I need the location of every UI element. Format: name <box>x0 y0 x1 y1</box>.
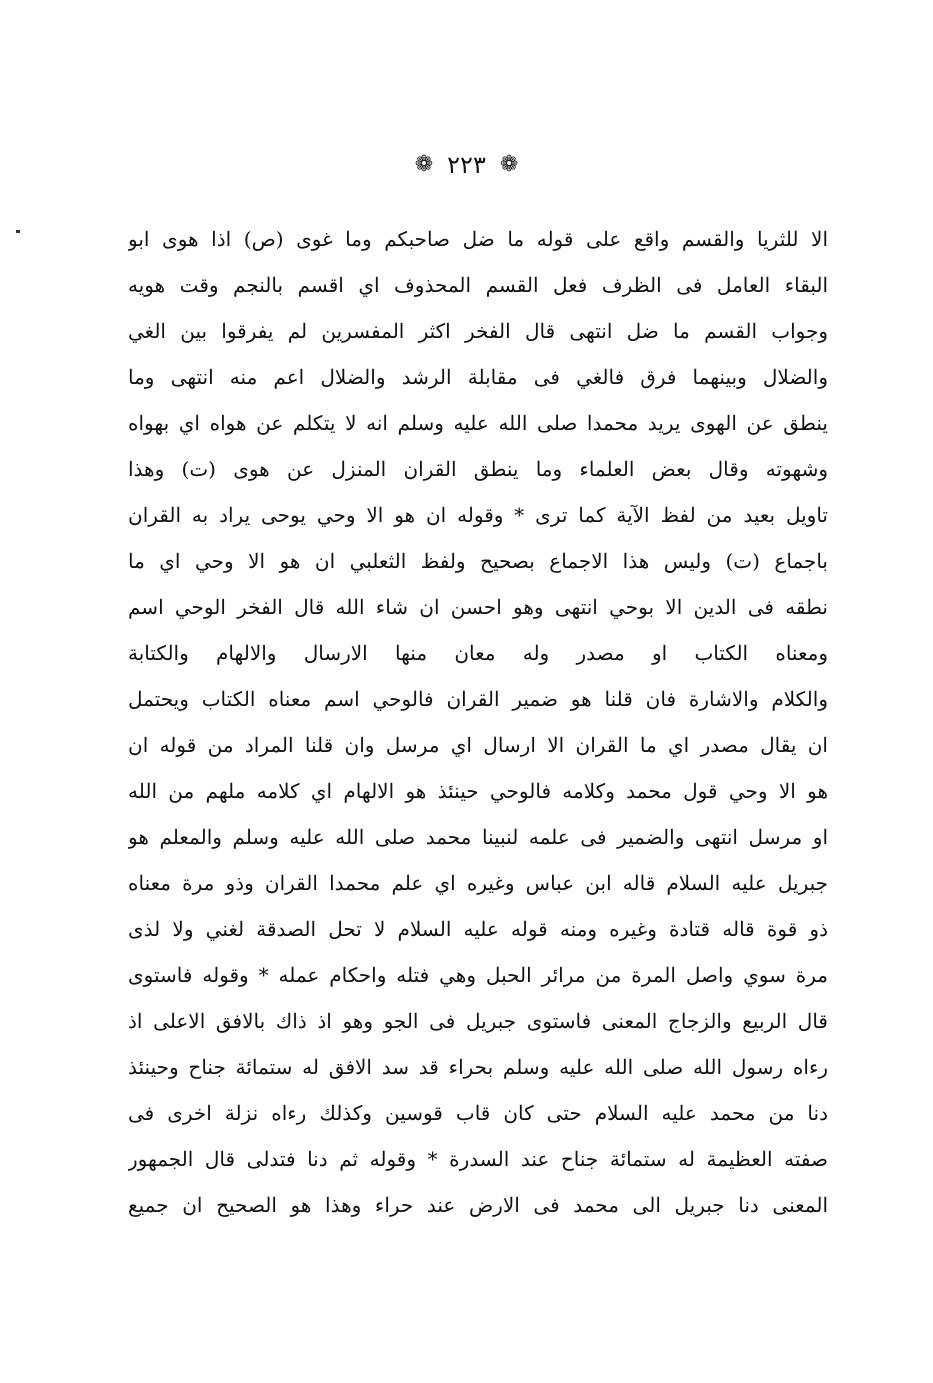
text-line: نطقه فى الدين الا بوحي انتهى وهو احسن ان شاء الله قال الفخر الوحي اسم <box>128 595 828 619</box>
text-line: رءاه رسول الله صلى الله عليه وسلم بحراء قد سد الافق له ستمائة جناح وحينئذ <box>128 1055 828 1079</box>
flower-ornament-icon: ❁ <box>414 152 434 177</box>
text-line: او مرسل انتهى والضمير فى علمه لنبينا محمد صلى الله عليه وسلم والمعلم هو <box>128 825 828 849</box>
text-line: ومعناه الكتاب او مصدر وله معان منها الارسال والالهام والكتابة <box>128 641 828 665</box>
text-line: البقاء العامل فى الظرف فعل القسم المحذوف اي اقسم بالنجم وقت هويه <box>128 273 828 297</box>
text-line: جبريل عليه السلام قاله ابن عباس وغيره اي علم محمدا القران وذو مرة معناه <box>128 871 828 895</box>
text-line: وجواب القسم ما ضل انتهى قال الفخر اكثر المفسرين لم يفرقوا بين الغي <box>128 319 828 343</box>
text-line: هو الا وحي قول محمد وكلامه فالوحي حينئذ هو الالهام اي كلامه ملهم من الله <box>128 779 828 803</box>
text-line: وشهوته وقال بعض العلماء وما ينطق القران المنزل عن هوى (ت) وهذا <box>128 457 828 481</box>
text-line: باجماع (ت) وليس هذا الاجماع بصحيح ولفظ الثعلبي ان هو الا وحي اي ما <box>128 549 828 573</box>
text-line: الا للثريا والقسم واقع على قوله ما ضل صاحبكم وما غوى (ص) اذا هوى ابو <box>128 227 828 251</box>
page-number: ٢٢٣ <box>447 151 486 179</box>
text-line: دنا من محمد عليه السلام حتى كان قاب قوسين وكذلك رءاه نزلة اخرى فى <box>128 1101 828 1125</box>
text-line: صفته العظيمة له ستمائة جناح عند السدرة * وقوله ثم دنا فتدلى قال الجمهور <box>128 1147 828 1171</box>
text-line: قال الربيع والزجاج المعنى فاستوى جبريل فى الجو وهو اذ ذاك بالافق الاعلى اذ <box>128 1009 828 1033</box>
text-line: والكلام والاشارة فان قلنا هو ضمير القران فالوحي اسم معناه الكتاب ويحتمل <box>128 687 828 711</box>
text-line: والضلال وبينهما فرق فالغي فى مقابلة الرشد والضلال اعم منه انتهى وما <box>128 365 828 389</box>
page-header <box>0 145 933 185</box>
text-line: ان يقال مصدر اي ما القران الا ارسال اي مرسل وان قلنا المراد من قوله ان <box>128 733 828 757</box>
text-line: مرة سوي واصل المرة من مرائر الحبل وهي فتله واحكام عمله * وقوله فاستوى <box>128 963 828 987</box>
text-line: ينطق عن الهوى يريد محمدا صلى الله عليه وسلم انه لا يتكلم عن هواه اي بهواه <box>128 411 828 435</box>
flower-ornament-icon: ❁ <box>499 152 519 177</box>
body-text <box>128 216 828 1228</box>
text-line: المعنى دنا جبريل الى محمد فى الارض عند حراء وهذا هو الصحيح ان جميع <box>128 1193 828 1217</box>
text-line: تاويل بعيد من لفظ الآية كما ترى * وقوله ان هو الا وحي يوحى يراد به القران <box>128 503 828 527</box>
scan-speck <box>16 230 20 233</box>
text-line: ذو قوة قاله قتادة وغيره ومنه قوله عليه السلام لا تحل الصدقة لغني ولا لذى <box>128 917 828 941</box>
